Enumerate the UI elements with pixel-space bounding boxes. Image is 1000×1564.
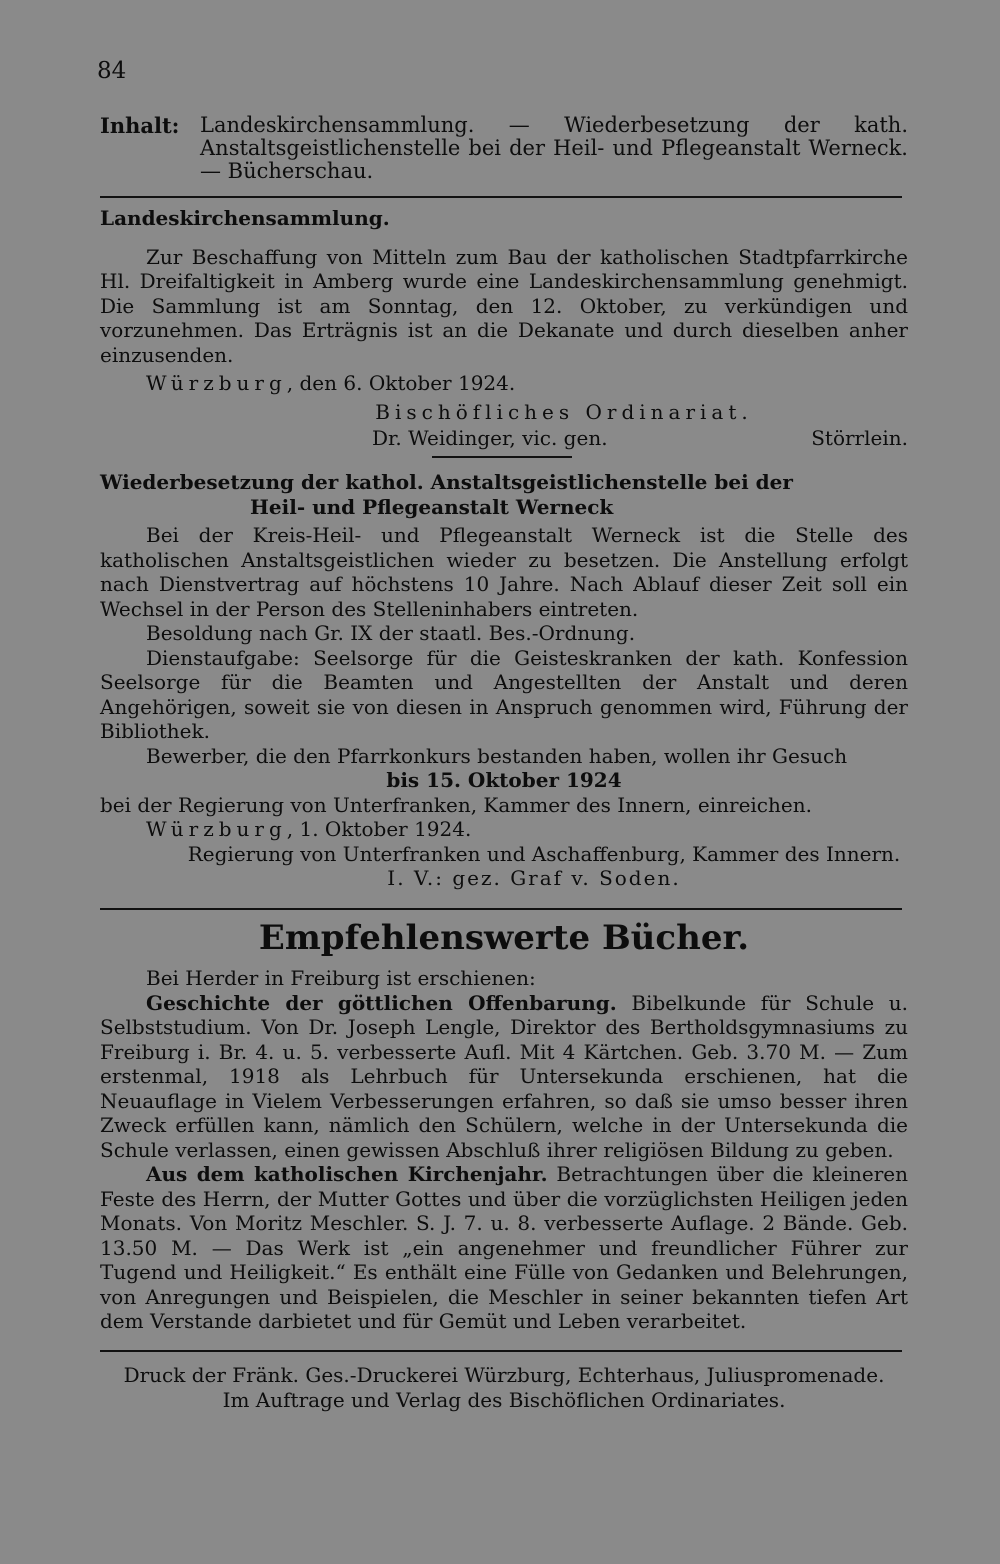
date-place: Würzburg — [146, 817, 287, 841]
date-line — [146, 371, 908, 396]
date-text: , den 6. Oktober 1924. — [286, 371, 516, 395]
contents-text: Landeskirchensammlung. — Wiederbesetzung der kath. Anstaltsgeistlichenstelle bei der Heil- und Pflegeanstalt Werneck. — Bücherschau. — [200, 113, 908, 183]
book-text-1: Bibelkunde für Schule u. Selbststudium. Von Dr. Joseph Lengle, Direktor des Bertholdsgymnasiums zu Freiburg i. Br. 4. u. 5. verbesserte Aufl. Mit 4 Kärtchen. Geb. 3.70 M. — Zum erstenmal, 1918 als Lehrbuch für Untersekunda erschienen, hat die Neuauflage in Vielem Verbesserungen erfahren, so daß sie umso besser ihren Zweck erfüllen kann, nämlich den Schülern, welche in der Untersekunda die Schule verlassen, einen gewissen Abschluß ihrer religiösen Bildung zu geben. — [100, 990, 908, 1162]
contents-label: Inhalt: — [100, 113, 180, 138]
signature-line — [100, 426, 908, 451]
issuing-office: Bischöfliches Ordinariat. — [375, 399, 753, 424]
signature-left: Dr. Weidinger, vic. gen. — [372, 426, 608, 450]
books-intro: Bei Herder in Freiburg ist erschienen: — [146, 966, 536, 990]
imprint — [100, 1363, 908, 1412]
book-title-2: Aus dem katholischen Kirchenjahr. — [146, 1162, 548, 1186]
paragraph-position: Bei der Kreis-Heil- und Pflegeanstalt Werneck ist die Stelle des katholischen Anstaltsgeistlichen wieder zu besetzen. Die Anstellung erfolgt nach Dienstvertrag auf höchstens 10 Jahre. Nach Ablauf dieser Zeit soll ein Wechsel in der Person des Stelleninhabers eintreten. — [100, 523, 908, 621]
imprint-line1: Druck der Fränk. Ges.-Druckerei Würzburg, Echterhaus, Juliuspromenade. — [123, 1363, 885, 1387]
date-text: , 1. Oktober 1924. — [286, 817, 472, 841]
table-of-contents — [100, 114, 908, 183]
section-books — [100, 966, 908, 1334]
authority-line: Regierung von Unterfranken und Aschaffenburg, Kammer des Innern. — [187, 841, 901, 866]
paragraph-salary: Besoldung nach Gr. IX der staatl. Bes.-Ordnung. — [146, 621, 636, 645]
date-place: Würzburg — [146, 371, 287, 395]
page-number: 84 — [97, 58, 127, 84]
paragraph-applicants: Bewerber, die den Pfarrkonkurs bestanden haben, wollen ihr Gesuch — [146, 743, 848, 768]
date-line — [146, 817, 908, 842]
signature: I. V.: gez. Graf v. Soden. — [387, 866, 681, 890]
short-divider — [432, 456, 572, 458]
section-body: Zur Beschaffung von Mitteln zum Bau der katholischen Stadtpfarrkirche Hl. Dreifaltigkeit in Amberg wurde eine Landeskirchensammlung genehmigt. Die Sammlung ist am Sonntag, den 12. Oktober, zu verkündigen und vorzunehmen. Das Erträgnis ist an die Dekanate und durch dieselben anher einzusenden. — [100, 244, 908, 367]
paragraph-duties: Dienstaufgabe: Seelsorge für die Geisteskranken der kath. Konfession Seelsorge für die Beamten und Angestellten der Anstalt und deren Angehörigen, soweit sie von diesen in Anspruch genommen wird, Führung der Bibliothek. — [100, 645, 908, 743]
section-heading-line2: Heil- und Pflegeanstalt Werneck — [250, 494, 614, 519]
deadline: bis 15. Oktober 1924 — [386, 768, 622, 792]
section-wiederbesetzung — [100, 470, 908, 891]
signature-right: Störrlein. — [811, 426, 908, 450]
section-heading: Landeskirchensammlung. — [100, 206, 390, 230]
book-title-1: Geschichte der göttlichen Offenbarung. — [146, 990, 617, 1015]
imprint-line2: Im Auftrage und Verlag des Bischöflichen Ordinariates. — [222, 1387, 786, 1412]
book-text-2: Betrachtungen über die kleineren Feste des Herrn, der Mutter Gottes und über die vorzüglichsten Heiligen jeden Monats. Von Moritz Meschler. S. J. 7. u. 8. verbesserte Auflage. 2 Bände. Geb. 13.50 M. — Das Werk ist „ein angenehmer und freundlicher Führer zur Tugend und Heiligkeit.“ Es enthält eine Fülle von Gedanken und Belehrungen, von Anregungen und Beispielen, die Meschler in seiner bekannten tiefen Art dem Verstande darbietet und für Gemüt und Leben verarbeitet. — [100, 1162, 909, 1333]
section-landeskirchensammlung — [100, 206, 908, 451]
section-heading-line1: Wiederbesetzung der kathol. Anstaltsgeistlichenstelle bei der — [100, 470, 793, 494]
book-entry-2 — [100, 1162, 908, 1334]
books-title: Empfehlenswerte Bücher. — [258, 918, 750, 958]
divider — [100, 1350, 902, 1352]
divider — [100, 196, 902, 198]
book-entry-1 — [100, 991, 908, 1163]
divider — [100, 908, 902, 910]
paragraph-submission: bei der Regierung von Unterfranken, Kammer des Innern, einreichen. — [100, 792, 812, 817]
